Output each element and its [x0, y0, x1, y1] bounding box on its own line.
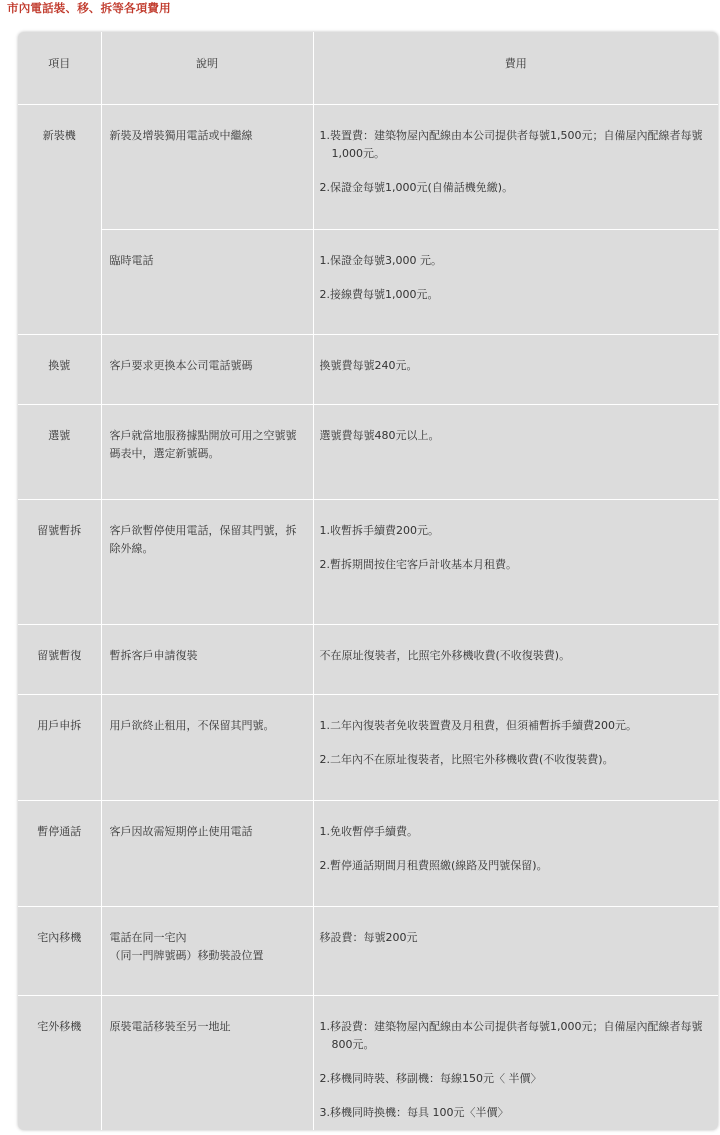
fee-text: 1.收暫拆手續費200元。 [319, 523, 439, 537]
table-row [18, 229, 718, 334]
fee-text: 不在原址復裝者，比照宅外移機收費(不收復裝費)。 [319, 648, 571, 662]
fee-text: 2.移機同時裝、移副機：每線150元〈 半價〉 [319, 1071, 542, 1085]
table-row [18, 104, 718, 229]
item-cell: 選號 [18, 404, 101, 499]
description-text: 客戶欲暫停使用電話，保留其門號，拆除外線。 [109, 523, 297, 555]
item-cell: 換號 [18, 334, 101, 404]
item-cell: 留號暫拆 [18, 499, 101, 624]
fee-cell [313, 404, 718, 499]
table-row [18, 906, 718, 995]
fee-text: 1.保證金每號3,000 元。 [319, 253, 442, 267]
table-row [18, 995, 718, 1130]
fee-text: 換號費每號240元。 [319, 358, 418, 372]
fee-cell [313, 229, 718, 334]
table-row [18, 694, 718, 800]
table-row [18, 334, 718, 404]
description-text: 新裝及增裝獨用電話或中繼線 [109, 128, 253, 142]
fee-text: 2.保證金每號1,000元(自備話機免繳)。 [319, 180, 514, 194]
description-text: 暫拆客戶申請復裝 [109, 648, 198, 662]
description-text: 原裝電話移裝至另一地址 [109, 1019, 231, 1033]
fee-cell [313, 995, 718, 1130]
description-cell [101, 404, 313, 499]
fee-text: 選號費每號480元以上。 [319, 428, 440, 442]
fee-text: 2.接線費每號1,000元。 [319, 287, 439, 301]
fee-cell [313, 624, 718, 694]
description-cell [101, 800, 313, 906]
description-text: 用戶欲終止租用，不保留其門號。 [109, 718, 275, 732]
fee-text: 2.暫停通話期間月租費照繳(線路及門號保留)。 [319, 858, 548, 872]
fee-table [18, 32, 718, 1130]
description-cell [101, 334, 313, 404]
fee-text: 1.免收暫停手續費。 [319, 824, 418, 838]
description-cell [101, 624, 313, 694]
header-description: 說明 [101, 32, 313, 104]
page-title: 市內電話裝、移、拆等各項費用 [7, 1, 171, 15]
fee-cell [313, 906, 718, 995]
item-cell: 宅內移機 [18, 906, 101, 995]
header-item: 項目 [18, 32, 101, 104]
item-cell: 留號暫復 [18, 624, 101, 694]
fee-text: 移設費：每號200元 [319, 930, 418, 944]
description-cell [101, 995, 313, 1130]
table-row [18, 800, 718, 906]
description-cell [101, 104, 313, 229]
fee-cell [313, 800, 718, 906]
item-cell: 暫停通話 [18, 800, 101, 906]
fee-cell [313, 694, 718, 800]
fee-cell [313, 334, 718, 404]
description-text: 電話在同一宅內 [109, 930, 187, 944]
item-cell: 新裝機 [18, 104, 101, 334]
fee-text: 2.暫拆期間按住宅客戶計收基本月租費。 [319, 557, 517, 571]
fee-cell [313, 499, 718, 624]
description-text: 客戶要求更換本公司電話號碼 [109, 358, 253, 372]
description-cell [101, 694, 313, 800]
item-cell: 宅外移機 [18, 995, 101, 1130]
fee-cell [313, 104, 718, 229]
fee-text: 1.裝置費：建築物屋內配線由本公司提供者每號1,500元；自備屋內配線者每號1,000元。 [319, 128, 703, 160]
fee-table-container [18, 32, 718, 1130]
description-cell [101, 906, 313, 995]
description-text: 客戶就當地服務據點開放可用之空號號碼表中，選定新號碼。 [109, 428, 297, 460]
fee-text: 2.二年內不在原址復裝者，比照宅外移機收費(不收復裝費)。 [319, 752, 614, 766]
description-cell [101, 499, 313, 624]
item-cell: 用戶申拆 [18, 694, 101, 800]
table-row [18, 404, 718, 499]
description-text: 臨時電話 [109, 253, 154, 267]
description-text: 客戶因故需短期停止使用電話 [109, 824, 253, 838]
table-row [18, 624, 718, 694]
description-text: （同一門牌號碼）移動裝設位置 [109, 948, 264, 962]
table-header-row [18, 32, 718, 104]
fee-text: 1.移設費：建築物屋內配線由本公司提供者每號1,000元；自備屋內配線者每號800元。 [319, 1019, 703, 1051]
header-fee: 費用 [313, 32, 718, 104]
fee-text: 3.移機同時換機：每具 100元〈半價〉 [319, 1105, 509, 1119]
description-cell [101, 229, 313, 334]
table-row [18, 499, 718, 624]
fee-text: 1.二年內復裝者免收裝置費及月租費，但須補暫拆手續費200元。 [319, 718, 637, 732]
